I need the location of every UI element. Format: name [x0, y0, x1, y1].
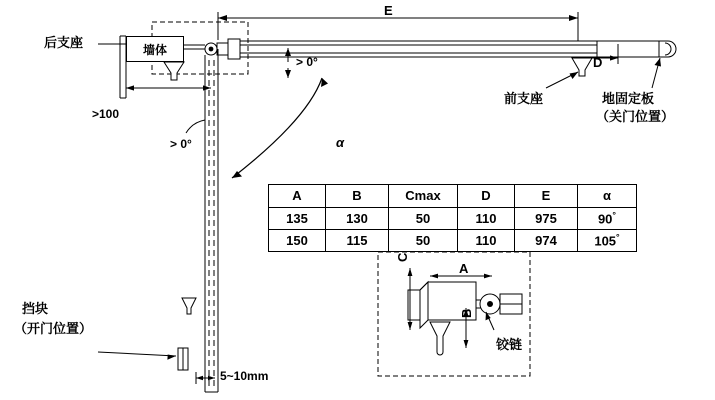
table-header-row: [269, 185, 637, 208]
cell-b-1: 130: [326, 208, 389, 230]
table-header-e: E: [515, 185, 578, 208]
cell-e-2: 974: [515, 230, 578, 252]
degree-symbol: °: [612, 209, 617, 220]
label-stopper-line2: （开门位置）: [14, 321, 93, 336]
table-row: [269, 208, 637, 230]
angle-left-label: > 0°: [170, 137, 192, 151]
dimension-d: D: [593, 55, 603, 70]
label-wall-body-box: [126, 36, 184, 62]
label-rear-bracket: 后支座: [44, 35, 84, 50]
cell-alpha-1: [578, 208, 637, 230]
dimension-min-100: >100: [92, 107, 120, 121]
cell-a-1: 135: [269, 208, 326, 230]
table-header-a: A: [269, 185, 326, 208]
cell-alpha-2: [578, 230, 637, 252]
dimension-e: E: [384, 3, 393, 18]
label-front-bracket: 前支座: [504, 91, 544, 106]
cell-d-1: 110: [458, 208, 515, 230]
cell-a-2: 150: [269, 230, 326, 252]
dimension-gap: 5~10mm: [220, 369, 269, 383]
cell-d-2: 110: [458, 230, 515, 252]
cell-cmax-2: 50: [389, 230, 458, 252]
degree-symbol: °: [616, 231, 620, 242]
table-header-cmax: Cmax: [389, 185, 458, 208]
dimension-b-detail: B: [459, 308, 474, 318]
table-header-alpha: α: [578, 185, 637, 208]
dimension-a-detail: A: [459, 261, 469, 276]
table-header-d: D: [458, 185, 515, 208]
label-hinge: 铰链: [496, 337, 523, 352]
angle-top-label: > 0°: [296, 55, 318, 69]
label-ground-plate-line2: （关门位置）: [596, 109, 675, 124]
cell-alpha-2-value: 105: [594, 233, 617, 249]
label-wall-body: 墙体: [142, 42, 167, 57]
label-ground-plate-line1: 地固定板: [602, 91, 655, 106]
label-stopper-line1: 挡块: [22, 301, 49, 316]
cell-b-2: 115: [326, 230, 389, 252]
table-header-b: B: [326, 185, 389, 208]
cell-e-1: 975: [515, 208, 578, 230]
cell-cmax-1: 50: [389, 208, 458, 230]
dimension-alpha: α: [336, 135, 345, 150]
table-row: [269, 230, 637, 252]
cell-alpha-1-value: 90: [597, 211, 613, 227]
spec-table: [268, 184, 637, 252]
